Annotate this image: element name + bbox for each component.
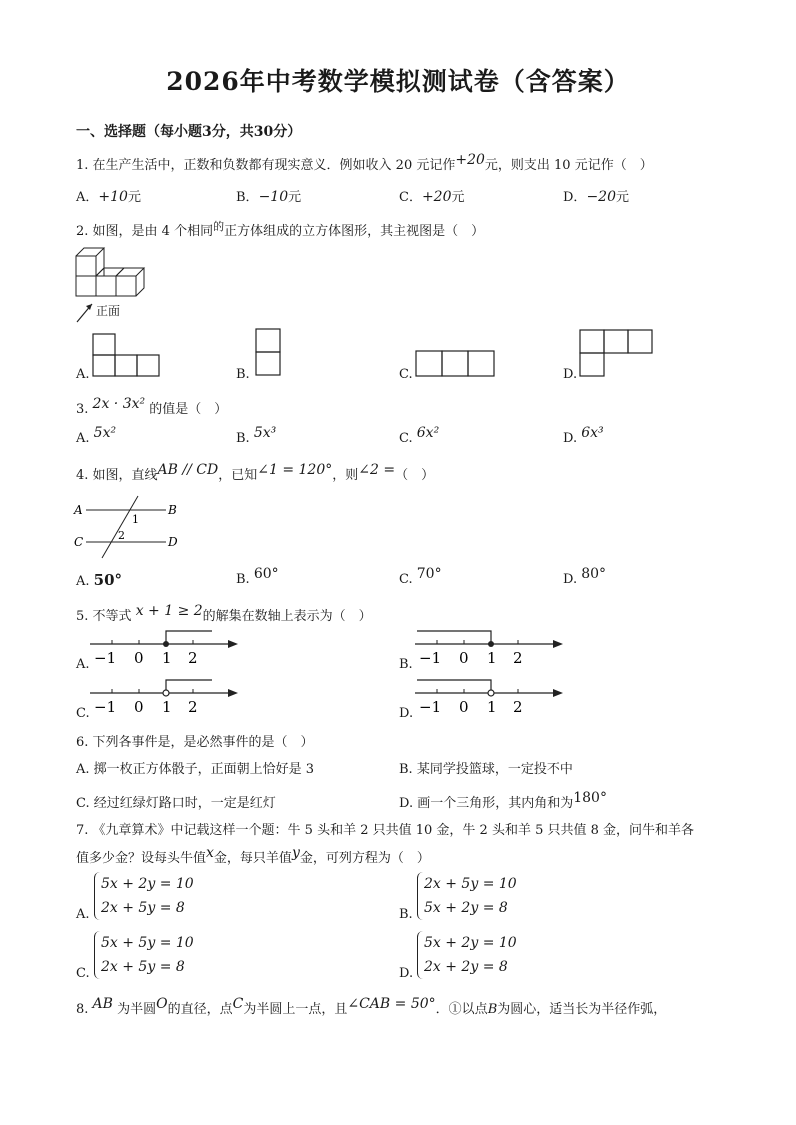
q4-option-c[interactable]: C. 70° [399,566,442,587]
question-1-stem [76,154,653,173]
question-2-stem: 2. 如图，是由 4 个相同$^的$正方体组成的立方体图形，其主视图是（ ） [76,220,485,239]
q7-option-b-label[interactable]: B. [399,907,413,922]
q5-option-d-label[interactable]: D. [399,706,414,721]
q2-option-b-label[interactable]: B. [236,367,250,382]
svg-text:1: 1 [162,649,172,667]
svg-text:−1: −1 [94,698,117,716]
circled-one: ① [448,1002,462,1017]
q4-label-c: C [74,535,84,549]
svg-text:2: 2 [513,698,523,716]
svg-text:2: 2 [513,649,523,667]
q2-front-label: 正面 [96,304,121,318]
q4-parallel-lines-figure [72,494,182,566]
svg-text:0: 0 [459,649,469,667]
svg-text:1: 1 [487,698,497,716]
q2-option-c-figure[interactable] [415,350,499,378]
q1-option-c[interactable]: C．+20元 [399,189,465,205]
q4-option-d[interactable]: D. 80° [563,566,607,587]
q2-option-d-figure[interactable] [579,329,655,379]
q1-expr: +20 [455,152,485,168]
q1-option-b[interactable]: B．−10元 [236,189,302,205]
question-4-stem: 4. 如图，直线AB // CD，已知∠1 = 120°，则∠2 =（ ） [76,462,435,483]
question-3-stem: 3. 2x · 3x² 的值是（ ） [76,396,228,417]
q2-option-b-figure[interactable] [255,328,283,378]
q2-option-d-label[interactable]: D. [563,367,578,382]
svg-text:2: 2 [188,698,198,716]
svg-text:0: 0 [134,649,144,667]
q7-option-d-label[interactable]: D. [399,966,414,981]
q3-option-b[interactable]: B. 5x³ [236,425,277,446]
q4-label-d: D [168,535,178,549]
q3-option-d[interactable]: D. 6x³ [563,425,604,446]
svg-text:1: 1 [162,698,172,716]
q5-option-c-label[interactable]: C. [76,706,90,721]
question-6-stem: 6. 下列各事件是，是必然事件的是（ ） [76,735,314,750]
q4-option-a[interactable]: A. 50° [76,571,123,589]
q6-option-d[interactable]: D. 画一个三角形，其内角和为180° [399,790,607,811]
q4-label-a: A [74,503,83,517]
q4-option-b[interactable]: B. 60° [236,566,279,587]
question-7-line-1: 7. 《九章算术》中记载这样一个题：牛 5 头和羊 2 只共值 10 金，牛 2 头和羊 5 只共值 8 金，问牛和羊各 [76,823,695,838]
q5-option-b-label[interactable]: B. [399,657,413,672]
svg-text:0: 0 [134,698,144,716]
q5-option-b-number-line[interactable] [413,628,567,668]
q4-angle-2-label: 2 [118,529,125,542]
svg-text:−1: −1 [419,698,442,716]
q5-option-d-number-line[interactable] [413,677,567,717]
q5-option-c-number-line[interactable] [88,677,242,717]
svg-text:2: 2 [188,649,198,667]
q2-option-a-label[interactable]: A. [76,367,90,382]
q6-option-a[interactable]: A. 掷一枚正方体骰子，正面朝上恰好是 3 [76,762,315,777]
q1-text-post: 元，则支出 10 元记作（ ） [484,158,653,173]
q1-text-pre: 1. 在生产生活中，正数和负数都有现实意义．例如收入 20 元记作 [76,158,456,173]
q4-label-b: B [168,503,177,517]
question-5-stem: 5. 不等式 x + 1 ≥ 2的解集在数轴上表示为（ ） [76,603,372,624]
q1-option-a[interactable]: A．+10元 [76,189,141,205]
svg-text:−1: −1 [94,649,117,667]
q7-option-a-label[interactable]: A. [76,907,90,922]
section-heading: 一、选择题（每小题3分，共30分） [76,124,302,140]
question-7-line-2: 值多少金？设每头牛值x金，每只羊值y金，可列方程为（ ） [76,845,430,866]
q7-option-c-system[interactable]: 5x + 5y = 10 2x + 5y = 8 [94,931,194,979]
q7-option-b-system[interactable]: 2x + 5y = 10 5x + 2y = 8 [417,872,517,920]
q7-option-a-system[interactable]: 5x + 2y = 10 2x + 5y = 8 [94,872,194,920]
q4-angle-1-label: 1 [132,513,139,526]
svg-text:−1: −1 [419,649,442,667]
q6-option-c[interactable]: C. 经过红绿灯路口时，一定是红灯 [76,796,276,811]
q2-option-a-figure[interactable] [92,333,162,379]
q6-option-b[interactable]: B. 某同学投篮球，一定投不中 [399,762,573,777]
question-8-stem: 8. AB 为半圆O的直径，点C为半圆上一点，且∠CAB = 50°．①以点B为圆心，适当长为半径作弧， [76,996,667,1017]
q3-option-c[interactable]: C. 6x² [399,425,440,446]
svg-text:1: 1 [487,649,497,667]
page-title: 2026年中考数学模拟测试卷（含答案） [166,67,630,96]
svg-text:0: 0 [459,698,469,716]
q5-option-a-number-line[interactable] [88,628,242,668]
q3-option-a[interactable]: A. 5x² [76,425,117,446]
q7-option-c-label[interactable]: C. [76,966,90,981]
q7-option-d-system[interactable]: 5x + 2y = 10 2x + 2y = 8 [417,931,517,979]
q1-option-d[interactable]: D．−20元 [563,189,629,205]
q2-option-c-label[interactable]: C. [399,367,413,382]
q5-option-a-label[interactable]: A. [76,657,90,672]
